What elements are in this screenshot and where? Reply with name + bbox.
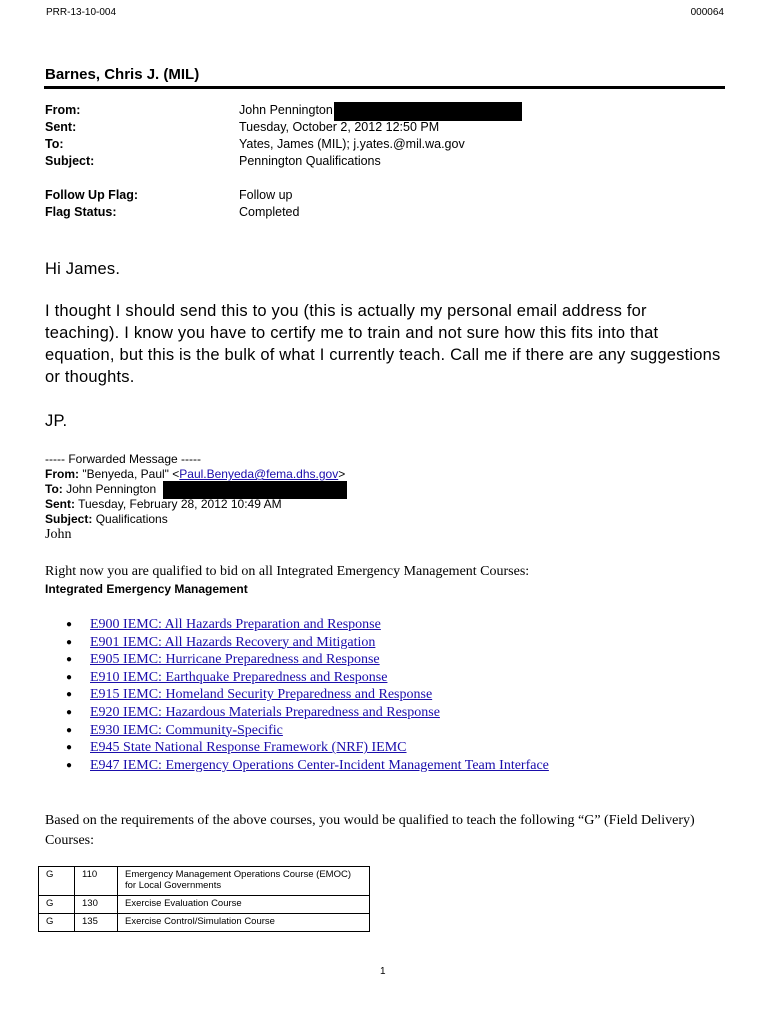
list-item — [60, 722, 549, 740]
list-item — [60, 669, 549, 687]
section-heading: Integrated Emergency Management — [45, 582, 248, 596]
list-item — [60, 739, 549, 757]
qualification-summary: Based on the requirements of the above courses, you would be qualified to teach the following “G” (Field Delivery) Courses: — [45, 813, 695, 848]
page-number: 1 — [380, 966, 386, 977]
course-link[interactable]: E900 IEMC: All Hazards Preparation and Response — [90, 617, 381, 632]
forwarded-subject — [45, 512, 168, 527]
forwarded-from-label: From: — [45, 467, 79, 481]
forwarded-to-label: To: — [45, 482, 63, 496]
list-item — [60, 757, 549, 775]
table-row — [39, 867, 370, 896]
forwarded-from-email-link[interactable]: Paul.Benyeda@fema.dhs.gov — [179, 467, 339, 481]
forwarded-from — [45, 467, 345, 482]
course-link[interactable]: E920 IEMC: Hazardous Materials Preparedness and Response — [90, 704, 440, 720]
redaction-block — [334, 102, 522, 121]
from-label: From: — [45, 103, 81, 117]
course-link[interactable]: E905 IEMC: Hurricane Preparedness and Response — [90, 652, 380, 668]
course-link[interactable]: E947 IEMC: Emergency Operations Center-Incident Management Team Interface — [90, 757, 549, 773]
to-label: To: — [45, 137, 64, 151]
bullet-icon: ● — [66, 636, 73, 648]
course-prefix-cell: G — [39, 914, 75, 932]
list-item — [60, 651, 549, 669]
bullet-icon: ● — [66, 619, 73, 630]
course-title-cell: Exercise Evaluation Course — [118, 896, 370, 914]
bullet-icon: ● — [66, 689, 73, 701]
forwarded-to-value: John Pennington — [66, 482, 157, 496]
sent-label: Sent: — [45, 120, 77, 134]
course-prefix-cell: G — [39, 896, 75, 914]
table-row — [39, 896, 370, 914]
bullet-icon: ● — [66, 706, 73, 718]
course-link[interactable]: E910 IEMC: Earthquake Preparedness and Response — [90, 669, 388, 685]
forwarded-from-name: "Benyeda, Paul" < — [82, 467, 180, 481]
forwarded-sent-label: Sent: — [45, 497, 75, 511]
subject-value: Pennington Qualifications — [239, 154, 381, 168]
forwarded-to — [45, 482, 156, 497]
header-divider — [44, 86, 725, 89]
course-number-cell: 130 — [75, 896, 118, 914]
course-number-cell: 110 — [75, 867, 118, 896]
table-row — [39, 914, 370, 932]
list-item — [60, 616, 549, 634]
from-value: John Pennington — [239, 103, 333, 117]
follow-up-flag-value: Follow up — [239, 188, 293, 202]
qualification-intro: Right now you are qualified to bid on all Integrated Emergency Management Courses: — [45, 564, 530, 579]
subject-label: Subject: — [45, 154, 95, 168]
list-item — [60, 686, 549, 704]
bullet-icon: ● — [66, 742, 73, 754]
forwarded-subject-value: Qualifications — [95, 512, 168, 526]
flag-status-label: Flag Status: — [45, 205, 117, 219]
flag-status-value: Completed — [239, 205, 300, 219]
course-link[interactable]: E901 IEMC: All Hazards Recovery and Mitigation — [90, 634, 376, 650]
course-number-cell: 135 — [75, 914, 118, 932]
to-value: Yates, James (MIL); j.yates.@mil.wa.gov — [239, 137, 465, 151]
follow-up-flag-label: Follow Up Flag: — [45, 188, 139, 202]
list-item — [60, 634, 549, 652]
sent-value: Tuesday, October 2, 2012 12:50 PM — [239, 120, 440, 134]
bullet-icon: ● — [66, 654, 73, 666]
course-title-cell: Emergency Management Operations Course (EMOC) for Local Governments — [118, 867, 370, 896]
forwarded-sent-value: Tuesday, February 28, 2012 10:49 AM — [78, 497, 282, 511]
course-prefix-cell: G — [39, 867, 75, 896]
page-code: 000064 — [690, 7, 724, 18]
greeting: Hi James. — [45, 260, 121, 278]
salutation: John — [45, 527, 72, 542]
signoff: JP. — [45, 412, 68, 430]
mailbox-owner-name: Barnes, Chris J. (MIL) — [45, 66, 200, 83]
bullet-icon: ● — [66, 671, 73, 683]
list-item — [60, 704, 549, 722]
forwarded-subject-label: Subject: — [45, 512, 93, 526]
course-list — [60, 616, 549, 774]
course-link[interactable]: E915 IEMC: Homeland Security Preparedness and Response — [90, 687, 433, 703]
bullet-icon: ● — [66, 724, 73, 736]
document-id: PRR-13-10-004 — [46, 7, 117, 18]
course-link[interactable]: E945 State National Response Framework (NRF) IEMC — [90, 740, 407, 756]
message-paragraph: I thought I should send this to you (this is actually my personal email address for teaching). I know you have to certify me to train and not sure how this fits into that equation, but this is the bulk of what I currently teach. Call me if there are any suggestions or thoughts. — [45, 302, 721, 386]
bullet-icon: ● — [66, 759, 73, 771]
course-title-cell: Exercise Control/Simulation Course — [118, 914, 370, 932]
forwarded-from-close: > — [338, 467, 346, 481]
forwarded-sent — [45, 497, 282, 512]
forwarded-banner: ----- Forwarded Message ----- — [45, 452, 202, 466]
course-link[interactable]: E930 IEMC: Community-Specific — [90, 722, 283, 738]
g-course-table — [38, 866, 370, 932]
